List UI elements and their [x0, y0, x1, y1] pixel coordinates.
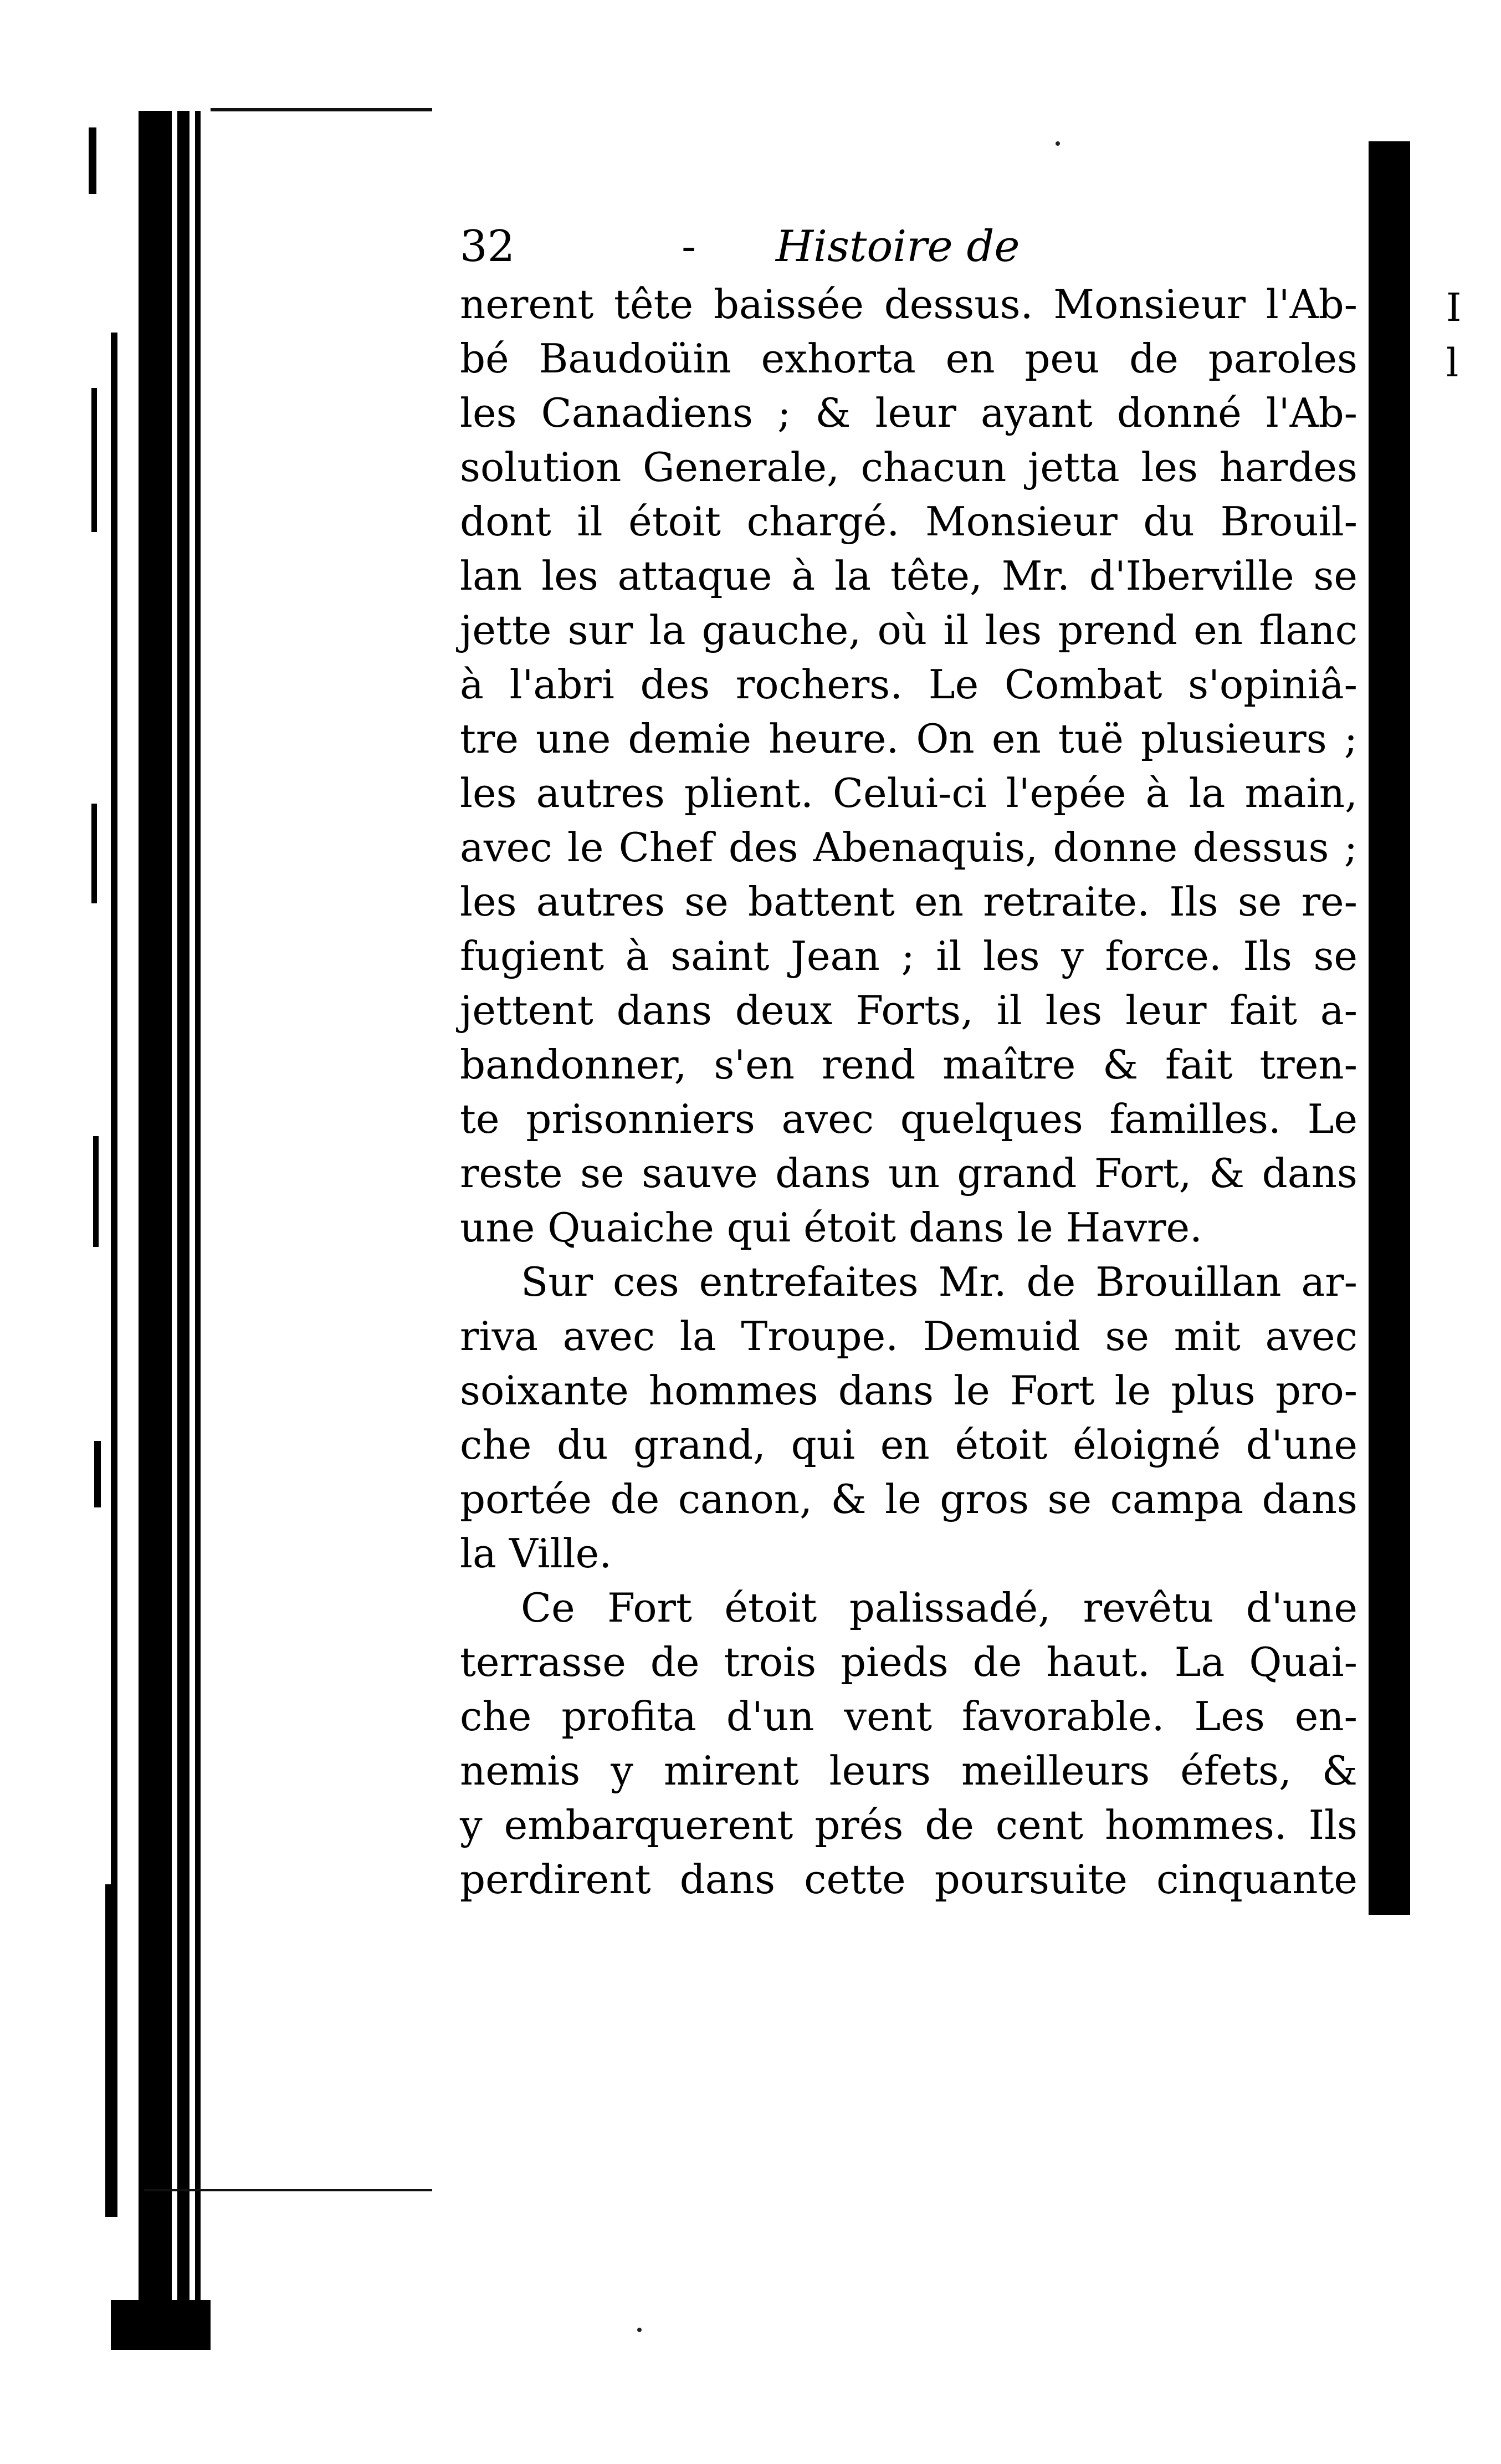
text-line: bandonner, s'en rend maître & fait tren- [460, 1041, 1357, 1088]
book-page [460, 216, 1357, 1903]
paragraph-1 [460, 277, 1357, 1255]
text-line: solution Generale, chacun jetta les hardes [460, 444, 1357, 490]
text-line: soixante hommes dans le Fort le plus pro- [460, 1367, 1357, 1414]
text-line: che profita d'un vent favorable. Les en- [460, 1693, 1357, 1740]
text-line: terrasse de trois pieds de haut. La Quai- [460, 1639, 1357, 1685]
neighbor-page-fragment: l [1446, 340, 1459, 386]
text-line: avec le Chef des Abenaquis, donne dessus ; [460, 824, 1357, 871]
running-title: Histoire de [776, 222, 1020, 272]
scan-speck [105, 1884, 114, 2217]
edge-stripe [195, 111, 201, 2350]
text-line: jettent dans deux Forts, il les leur fait a- [460, 987, 1357, 1034]
text-line: tre une demie heure. On en tuë plusieurs ; [460, 715, 1357, 762]
text-line: jette sur la gauche, où il les prend en flanc [460, 607, 1357, 653]
text-line: che du grand, qui en étoit éloigné d'une [460, 1422, 1357, 1468]
scan-dot [637, 2328, 642, 2332]
page-number: 32 [460, 222, 515, 272]
edge-stripe [139, 111, 172, 2350]
text-line: bé Baudoüin exhorta en peu de paroles [460, 335, 1357, 382]
binding-edge [0, 0, 211, 2464]
text-line: portée de canon, & le gros se campa dans [460, 1476, 1357, 1522]
edge-stripe [177, 111, 189, 2350]
text-line: les autres se battent en retraite. Ils se re- [460, 878, 1357, 925]
text-line: fugient à saint Jean ; il les y force. Ils se [460, 933, 1357, 979]
scan-speck [91, 388, 97, 532]
text-line: la Ville. [460, 1530, 612, 1577]
neighbor-page-fragment: I [1446, 285, 1462, 330]
text-line: perdirent dans cette poursuite cinquante [460, 1856, 1357, 1903]
scan-speck [111, 2300, 211, 2350]
text-line: Ce Fort étoit palissadé, revêtu d'une [521, 1584, 1357, 1631]
paragraph-2 [460, 1255, 1357, 1581]
text-line: une Quaiche qui étoit dans le Havre. [460, 1204, 1202, 1251]
text-line: y embarquerent prés de cent hommes. Ils [460, 1802, 1357, 1848]
text-line: nerent tête baissée dessus. Monsieur l'Ab- [460, 281, 1357, 328]
text-line: Sur ces entrefaites Mr. de Brouillan ar- [521, 1259, 1357, 1305]
text-line: à l'abri des rochers. Le Combat s'opiniâ- [460, 661, 1357, 708]
paragraph-3 [460, 1581, 1357, 1906]
scan-dot [1056, 141, 1060, 146]
top-rule [211, 108, 432, 111]
scan-speck [91, 804, 97, 903]
scan-speck [94, 1441, 101, 1507]
running-head [460, 216, 1357, 277]
text-line: les autres plient. Celui-ci l'epée à la main, [460, 770, 1357, 816]
text-line: nemis y mirent leurs meilleurs éfets, & [460, 1747, 1357, 1794]
text-line: dont il étoit chargé. Monsieur du Brouil- [460, 498, 1357, 545]
right-edge-band [1369, 141, 1410, 1915]
text-line: riva avec la Troupe. Demuid se mit avec [460, 1313, 1357, 1359]
text-line: te prisonniers avec quelques familles. Le [460, 1096, 1357, 1142]
scan-speck [89, 127, 96, 194]
text-line: lan les attaque à la tête, Mr. d'Iberville se [460, 553, 1357, 599]
head-separator: - [682, 222, 696, 272]
text-line: les Canadiens ; & leur ayant donné l'Ab- [460, 390, 1357, 436]
bottom-rule [144, 2189, 432, 2191]
text-line: reste se sauve dans un grand Fort, & dans [460, 1150, 1357, 1197]
scan-speck [93, 1136, 99, 1247]
